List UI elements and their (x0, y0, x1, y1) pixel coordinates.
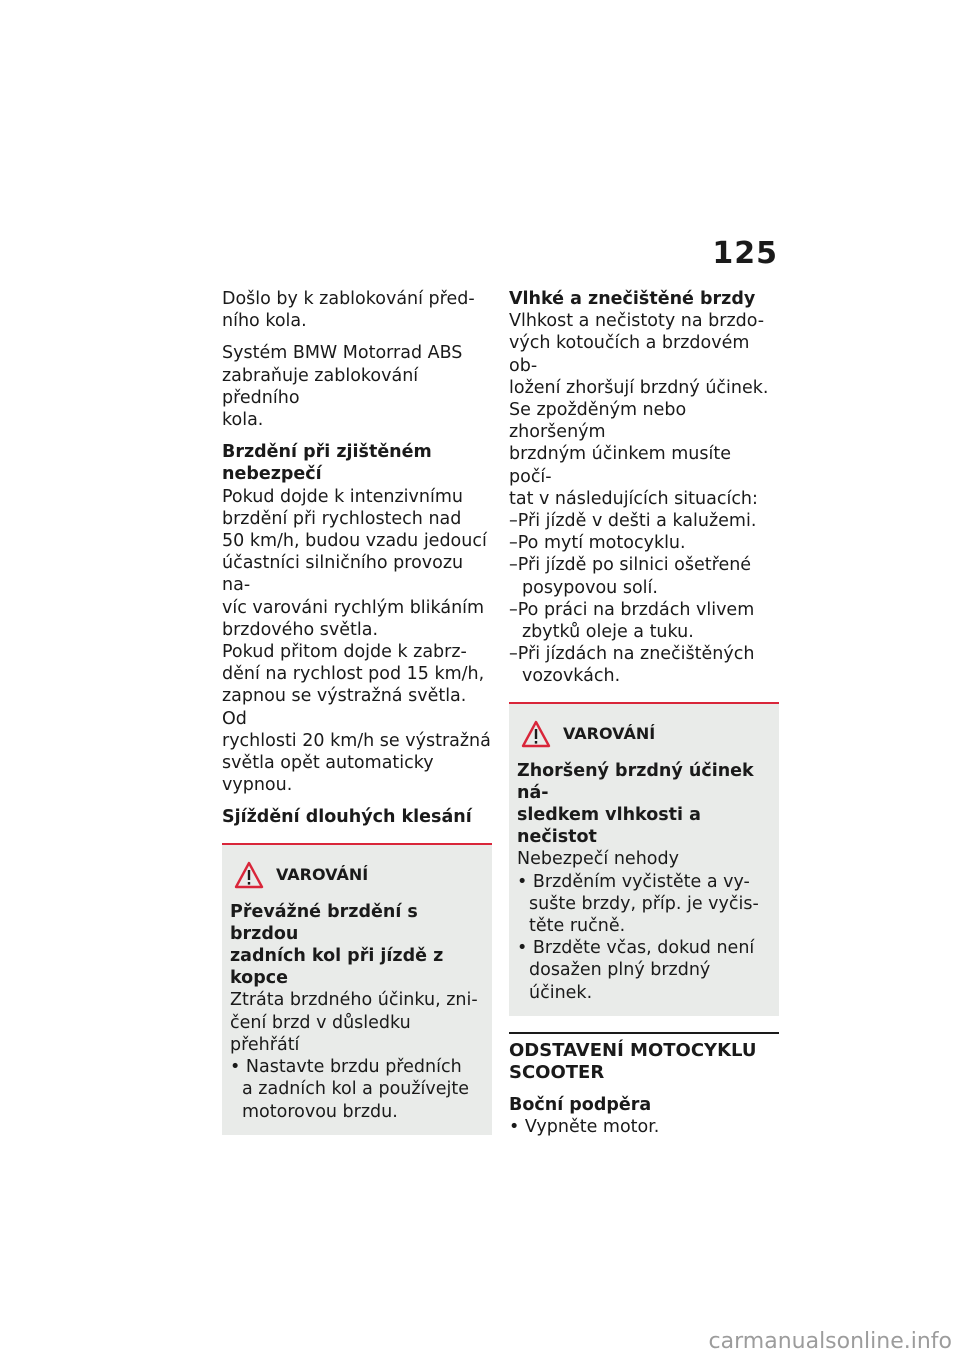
intro-line: Došlo by k zablokování před- (222, 289, 475, 309)
wet-line: Vlhkost a nečistoty na brzdo- (509, 311, 765, 332)
dash-item: posypovou solí. (522, 577, 658, 598)
wet-line: tat v následujících situacích: (509, 488, 758, 509)
section-title: SCOOTER (509, 1061, 605, 1083)
intro-line: ního kola. (222, 311, 307, 332)
danger-line: Pokud přitom dojde k zabrz- (222, 642, 467, 663)
section-title: ODSTAVENÍ MOTOCYKLU (509, 1039, 757, 1061)
warning-label: VAROVÁNÍ (563, 724, 656, 744)
warning-box (509, 702, 779, 1016)
warning-title: Zhoršený brzdný účinek ná- (517, 760, 754, 803)
dash-item: zbytků oleje a tuku. (522, 622, 694, 643)
warning-label: VAROVÁNÍ (276, 865, 369, 885)
warning-title: zadních kol při jízdě z kopce (230, 946, 444, 989)
warning-triangle-icon (234, 861, 264, 889)
right-column (509, 288, 779, 1138)
danger-line: brzdění při rychlostech nad (222, 508, 462, 529)
stand-heading: Boční podpěra (509, 1094, 652, 1115)
abs-line: zabraňuje zablokování předního (222, 365, 419, 408)
warning-bullet: motorovou brzdu. (242, 1101, 398, 1122)
section-divider (509, 1032, 779, 1084)
left-column (222, 288, 492, 1135)
danger-line: účastníci silničního provozu na- (222, 553, 464, 596)
warning-box (222, 843, 492, 1135)
warning-hazard: Ztráta brzdného účinku, zni- (230, 990, 478, 1011)
dash-item: –Při jízdě po silnici ošetřené (509, 555, 752, 576)
abs-line: Systém BMW Motorrad ABS (222, 343, 463, 364)
wet-line: ložení zhoršují brzdný účinek. (509, 377, 769, 398)
danger-line: Pokud dojde k intenzivnímu (222, 486, 463, 507)
dash-item: –Při jízdách na znečištěných (509, 644, 755, 665)
warning-hazard: čení brzd v důsledku přehřátí (230, 1012, 411, 1055)
warning-bullet: • Brzděním vyčistěte a vy- (517, 871, 750, 892)
dash-item: –Po mytí motocyklu. (509, 533, 686, 554)
warning-bullet: a zadních kol a používejte (242, 1079, 470, 1100)
dash-item: vozovkách. (522, 666, 621, 687)
dash-item: –Po práci na brzdách vlivem (509, 599, 755, 620)
warning-bullet: • Brzděte včas, dokud není (517, 938, 755, 959)
wet-line: brzdným účinkem musíte počí- (509, 444, 731, 487)
danger-heading: Brzdění při zjištěném (222, 442, 432, 463)
danger-line: rychlosti 20 km/h se výstražná (222, 730, 491, 751)
abs-line: kola. (222, 410, 264, 431)
warning-triangle-icon (521, 720, 551, 748)
warning-title: Převážné brzdění s brzdou (230, 901, 418, 944)
stand-item: • Vypněte motor. (509, 1117, 660, 1138)
danger-line: víc varováni rychlým blikáním (222, 597, 485, 618)
danger-line: zapnou se výstražná světla. Od (222, 686, 467, 729)
warning-title: sledkem vlhkosti a nečistot (517, 805, 701, 848)
danger-line: 50 km/h, budou vzadu jedoucí (222, 531, 487, 552)
page-number: 125 (712, 236, 778, 271)
descent-heading: Sjíždění dlouhých klesání (222, 807, 472, 828)
danger-heading: nebezpečí (222, 464, 322, 485)
danger-line: brzdového světla. (222, 619, 379, 640)
warning-bullet: dosažen plný brzdný účinek. (529, 960, 711, 1003)
watermark: carmanualsonline.info (708, 1329, 952, 1354)
wet-heading: Vlhké a znečištěné brzdy (509, 289, 756, 309)
warning-header (234, 861, 484, 889)
wet-line: vých kotoučích a brzdovém ob- (509, 333, 750, 376)
dash-item: –Při jízdě v dešti a kalužemi. (509, 511, 757, 532)
warning-hazard: Nebezpečí nehody (517, 849, 679, 870)
warning-bullet: těte ručně. (529, 916, 626, 937)
warning-header (521, 720, 771, 748)
danger-line: světla opět automaticky vypnou. (222, 753, 434, 796)
warning-bullet: • Nastavte brzdu předních (230, 1057, 462, 1078)
wet-line: Se zpožděným nebo zhoršeným (509, 400, 687, 443)
danger-line: dění na rychlost pod 15 km/h, (222, 664, 485, 685)
warning-bullet: sušte brzdy, příp. je vyčis- (529, 893, 759, 914)
